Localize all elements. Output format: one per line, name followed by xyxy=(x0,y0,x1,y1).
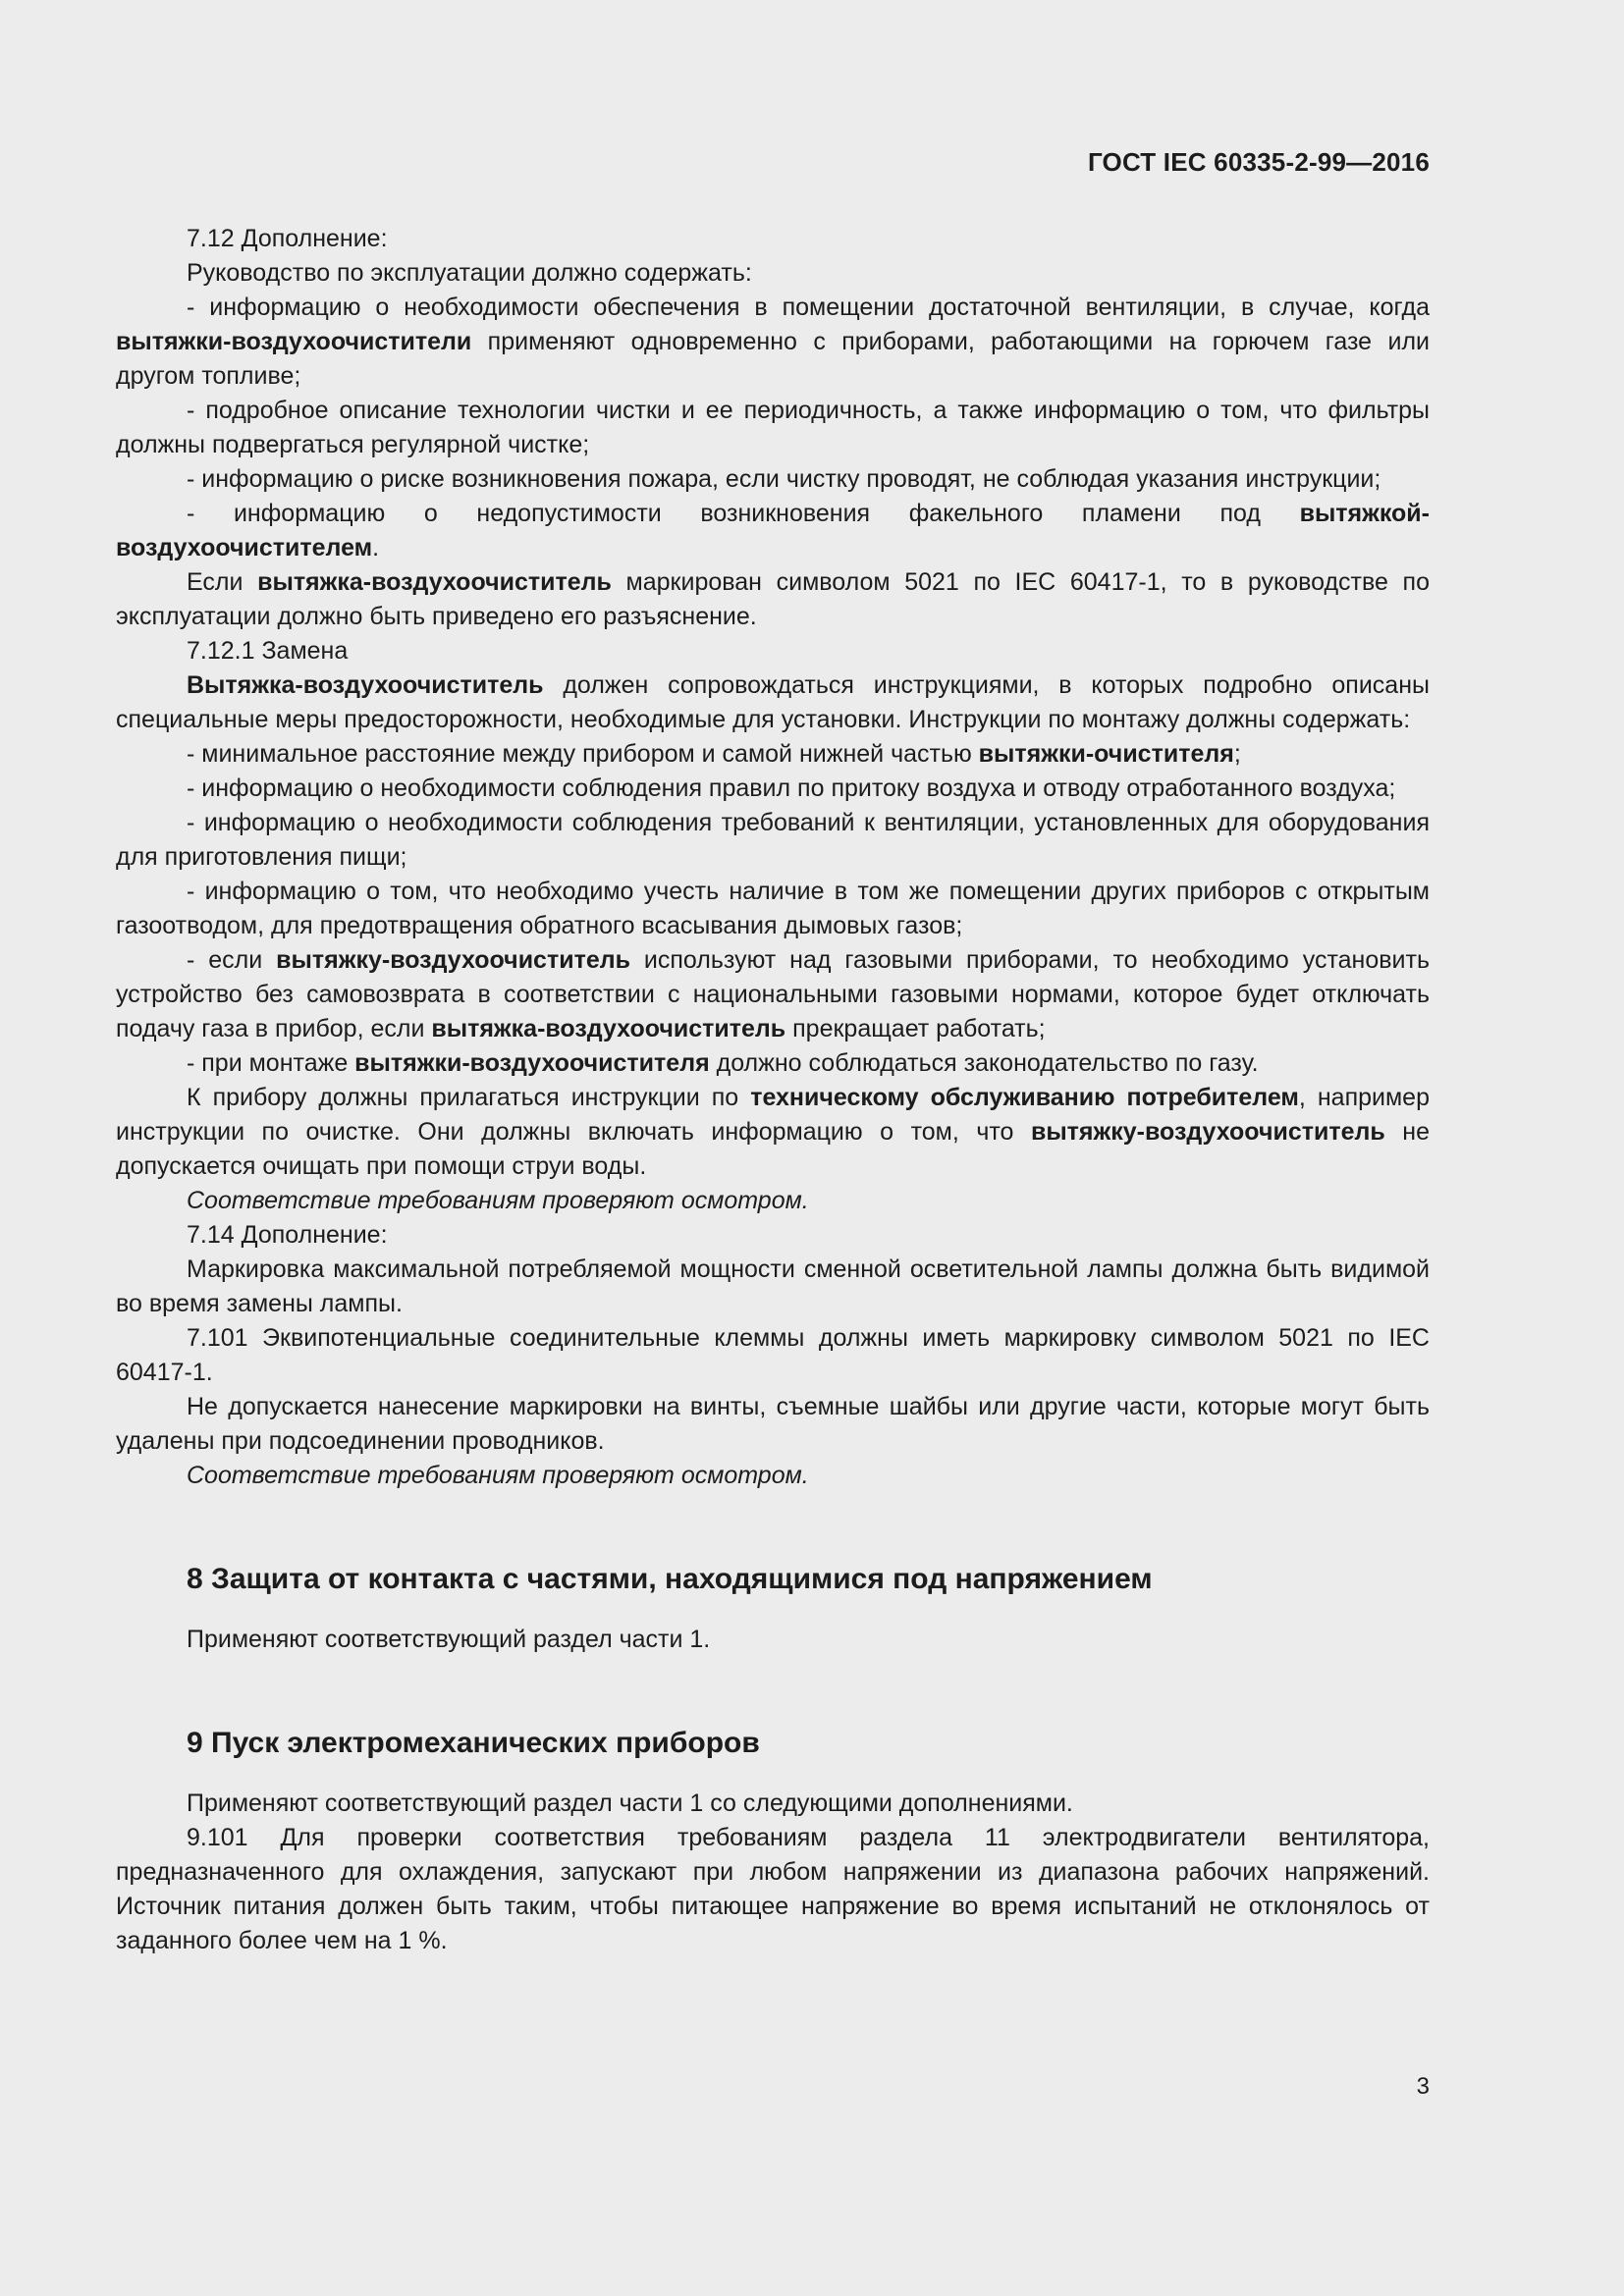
paragraph xyxy=(116,1821,1430,1958)
text-run: должен сопровождаться инструкциями, в которых подробно описаны специальные меры предосторожности, необходимые для установки. Инструкции по монтажу должны содержать: xyxy=(116,671,1430,733)
text-run: Если xyxy=(187,568,258,596)
paragraph xyxy=(116,1253,1430,1321)
text-run: должно соблюдаться законодательство по газу. xyxy=(709,1049,1259,1077)
text-run: - информацию о том, что необходимо учесть наличие в том же помещении других приборов с открытым газоотводом, для предотвращения обратного всасывания дымовых газов; xyxy=(116,878,1430,939)
paragraph xyxy=(116,565,1430,634)
defined-term: вытяжка-воздухоочиститель xyxy=(257,568,612,596)
text-run: 7.14 Дополнение: xyxy=(187,1221,388,1249)
text-run: 7.101 Эквипотенциальные соединительные клеммы должны иметь маркировку символом 5021 по IEC 60417-1. xyxy=(116,1324,1430,1386)
text-run: 9.101 Для проверки соответствия требованиям раздела 11 электродвигатели вентилятора, предназначенного для охлаждения, запускают при любом напряжении из диапазона рабочих напряжений. Источник питания должен быть таким, чтобы питающее напряжение во время испытаний не отклонялось от заданного более чем на 1 %. xyxy=(116,1824,1430,1954)
text-run: 7.12 Дополнение: xyxy=(187,225,388,252)
text-run: . xyxy=(372,534,380,561)
document-code-header: ГОСТ IEC 60335-2-99—2016 xyxy=(1087,147,1430,177)
text-run: Маркировка максимальной потребляемой мощности сменной осветительной лампы должна быть видимой во время замены лампы. xyxy=(116,1255,1430,1317)
compliance-note xyxy=(116,1459,1430,1493)
paragraph xyxy=(116,291,1430,394)
page-number: 3 xyxy=(1416,2073,1430,2100)
defined-term: вытяжку-воздухоочиститель xyxy=(1030,1118,1385,1146)
paragraph xyxy=(116,772,1430,806)
defined-term: вытяжки-очистителя xyxy=(978,740,1234,768)
text-run: 7.12.1 Замена xyxy=(187,637,349,665)
paragraph xyxy=(116,394,1430,462)
document-body xyxy=(116,222,1430,1958)
paragraph xyxy=(116,222,1430,256)
paragraph xyxy=(116,497,1430,565)
defined-term: вытяжки-воздухоочистители xyxy=(116,328,472,355)
text-run: - минимальное расстояние между прибором и самой нижней частью xyxy=(187,740,979,768)
text-run: Применяют соответствующий раздел части 1. xyxy=(187,1626,711,1653)
text-run: Применяют соответствующий раздел части 1 со следующими дополнениями. xyxy=(187,1789,1073,1817)
section-heading xyxy=(187,1560,1430,1599)
text-run: - информацию о риске возникновения пожара, если чистку проводят, не соблюдая указания инструкции; xyxy=(187,465,1381,493)
text-run: - при монтаже xyxy=(187,1049,355,1077)
text-run: Соответствие требованиям проверяют осмотром. xyxy=(187,1462,809,1489)
text-run: ; xyxy=(1233,740,1241,768)
paragraph xyxy=(116,1046,1430,1081)
text-run: - информацию о недопустимости возникновения факельного пламени под xyxy=(187,500,1300,527)
text-run: - информацию о необходимости обеспечения в помещении достаточной вентиляции, в случае, когда xyxy=(187,294,1430,321)
defined-term: вытяжка-воздухоочиститель xyxy=(431,1015,786,1042)
paragraph xyxy=(116,1623,1430,1657)
text-run: Руководство по эксплуатации должно содержать: xyxy=(187,259,752,287)
defined-term: вытяжку-воздухоочиститель xyxy=(276,946,630,974)
text-run: К прибору должны прилагаться инструкции по xyxy=(187,1084,751,1111)
paragraph xyxy=(116,1390,1430,1459)
compliance-note xyxy=(116,1184,1430,1218)
paragraph xyxy=(116,737,1430,772)
paragraph xyxy=(116,256,1430,291)
text-run: Соответствие требованиям проверяют осмотром. xyxy=(187,1187,809,1214)
paragraph xyxy=(116,1218,1430,1253)
paragraph xyxy=(116,1787,1430,1821)
text-run: - информацию о необходимости соблюдения правил по притоку воздуха и отводу отработанного воздуха; xyxy=(187,774,1396,802)
defined-term: вытяжки-воздухоочистителя xyxy=(354,1049,710,1077)
paragraph xyxy=(116,806,1430,875)
paragraph xyxy=(116,875,1430,943)
text-run: Не допускается нанесение маркировки на винты, съемные шайбы или другие части, которые могут быть удалены при подсоединении проводников. xyxy=(116,1393,1430,1455)
text-run: 8 Защита от контакта с частями, находящимися под напряжением xyxy=(187,1563,1153,1595)
defined-term: Вытяжка-воздухоочиститель xyxy=(187,671,544,699)
text-run: маркирован символом 5021 по IEC 60417-1, то в руководстве по эксплуатации должно быть приведено его разъяснение. xyxy=(116,568,1430,630)
defined-term: вытяжкой-воздухоочистителем xyxy=(116,500,1430,561)
paragraph xyxy=(116,634,1430,668)
text-run: 9 Пуск электромеханических приборов xyxy=(187,1727,760,1759)
text-run: - если xyxy=(187,946,277,974)
paragraph xyxy=(116,1081,1430,1184)
text-run: прекращает работать; xyxy=(785,1015,1046,1042)
paragraph xyxy=(116,1321,1430,1390)
text-run: - подробное описание технологии чистки и ее периодичность, а также информацию о том, что фильтры должны подвергаться регулярной чистке; xyxy=(116,397,1430,458)
paragraph xyxy=(116,668,1430,737)
paragraph xyxy=(116,943,1430,1046)
text-run: используют над газовыми приборами, то необходимо установить устройство без самовозврата в соответствии с национальными газовыми нормами, которое будет отключать подачу газа в прибор, если xyxy=(116,946,1430,1042)
text-run: - информацию о необходимости соблюдения требований к вентиляции, установленных для оборудования для приготовления пищи; xyxy=(116,809,1430,871)
section-heading xyxy=(187,1724,1430,1763)
paragraph xyxy=(116,462,1430,497)
text-run: , например инструкции по очистке. Они должны включать информацию о том, что xyxy=(116,1084,1430,1146)
text-run: не допускается очищать при помощи струи воды. xyxy=(116,1118,1430,1180)
defined-term: техническому обслуживанию потребителем xyxy=(750,1084,1299,1111)
text-run: применяют одновременно с приборами, работающими на горючем газе или другом топливе; xyxy=(116,328,1430,390)
